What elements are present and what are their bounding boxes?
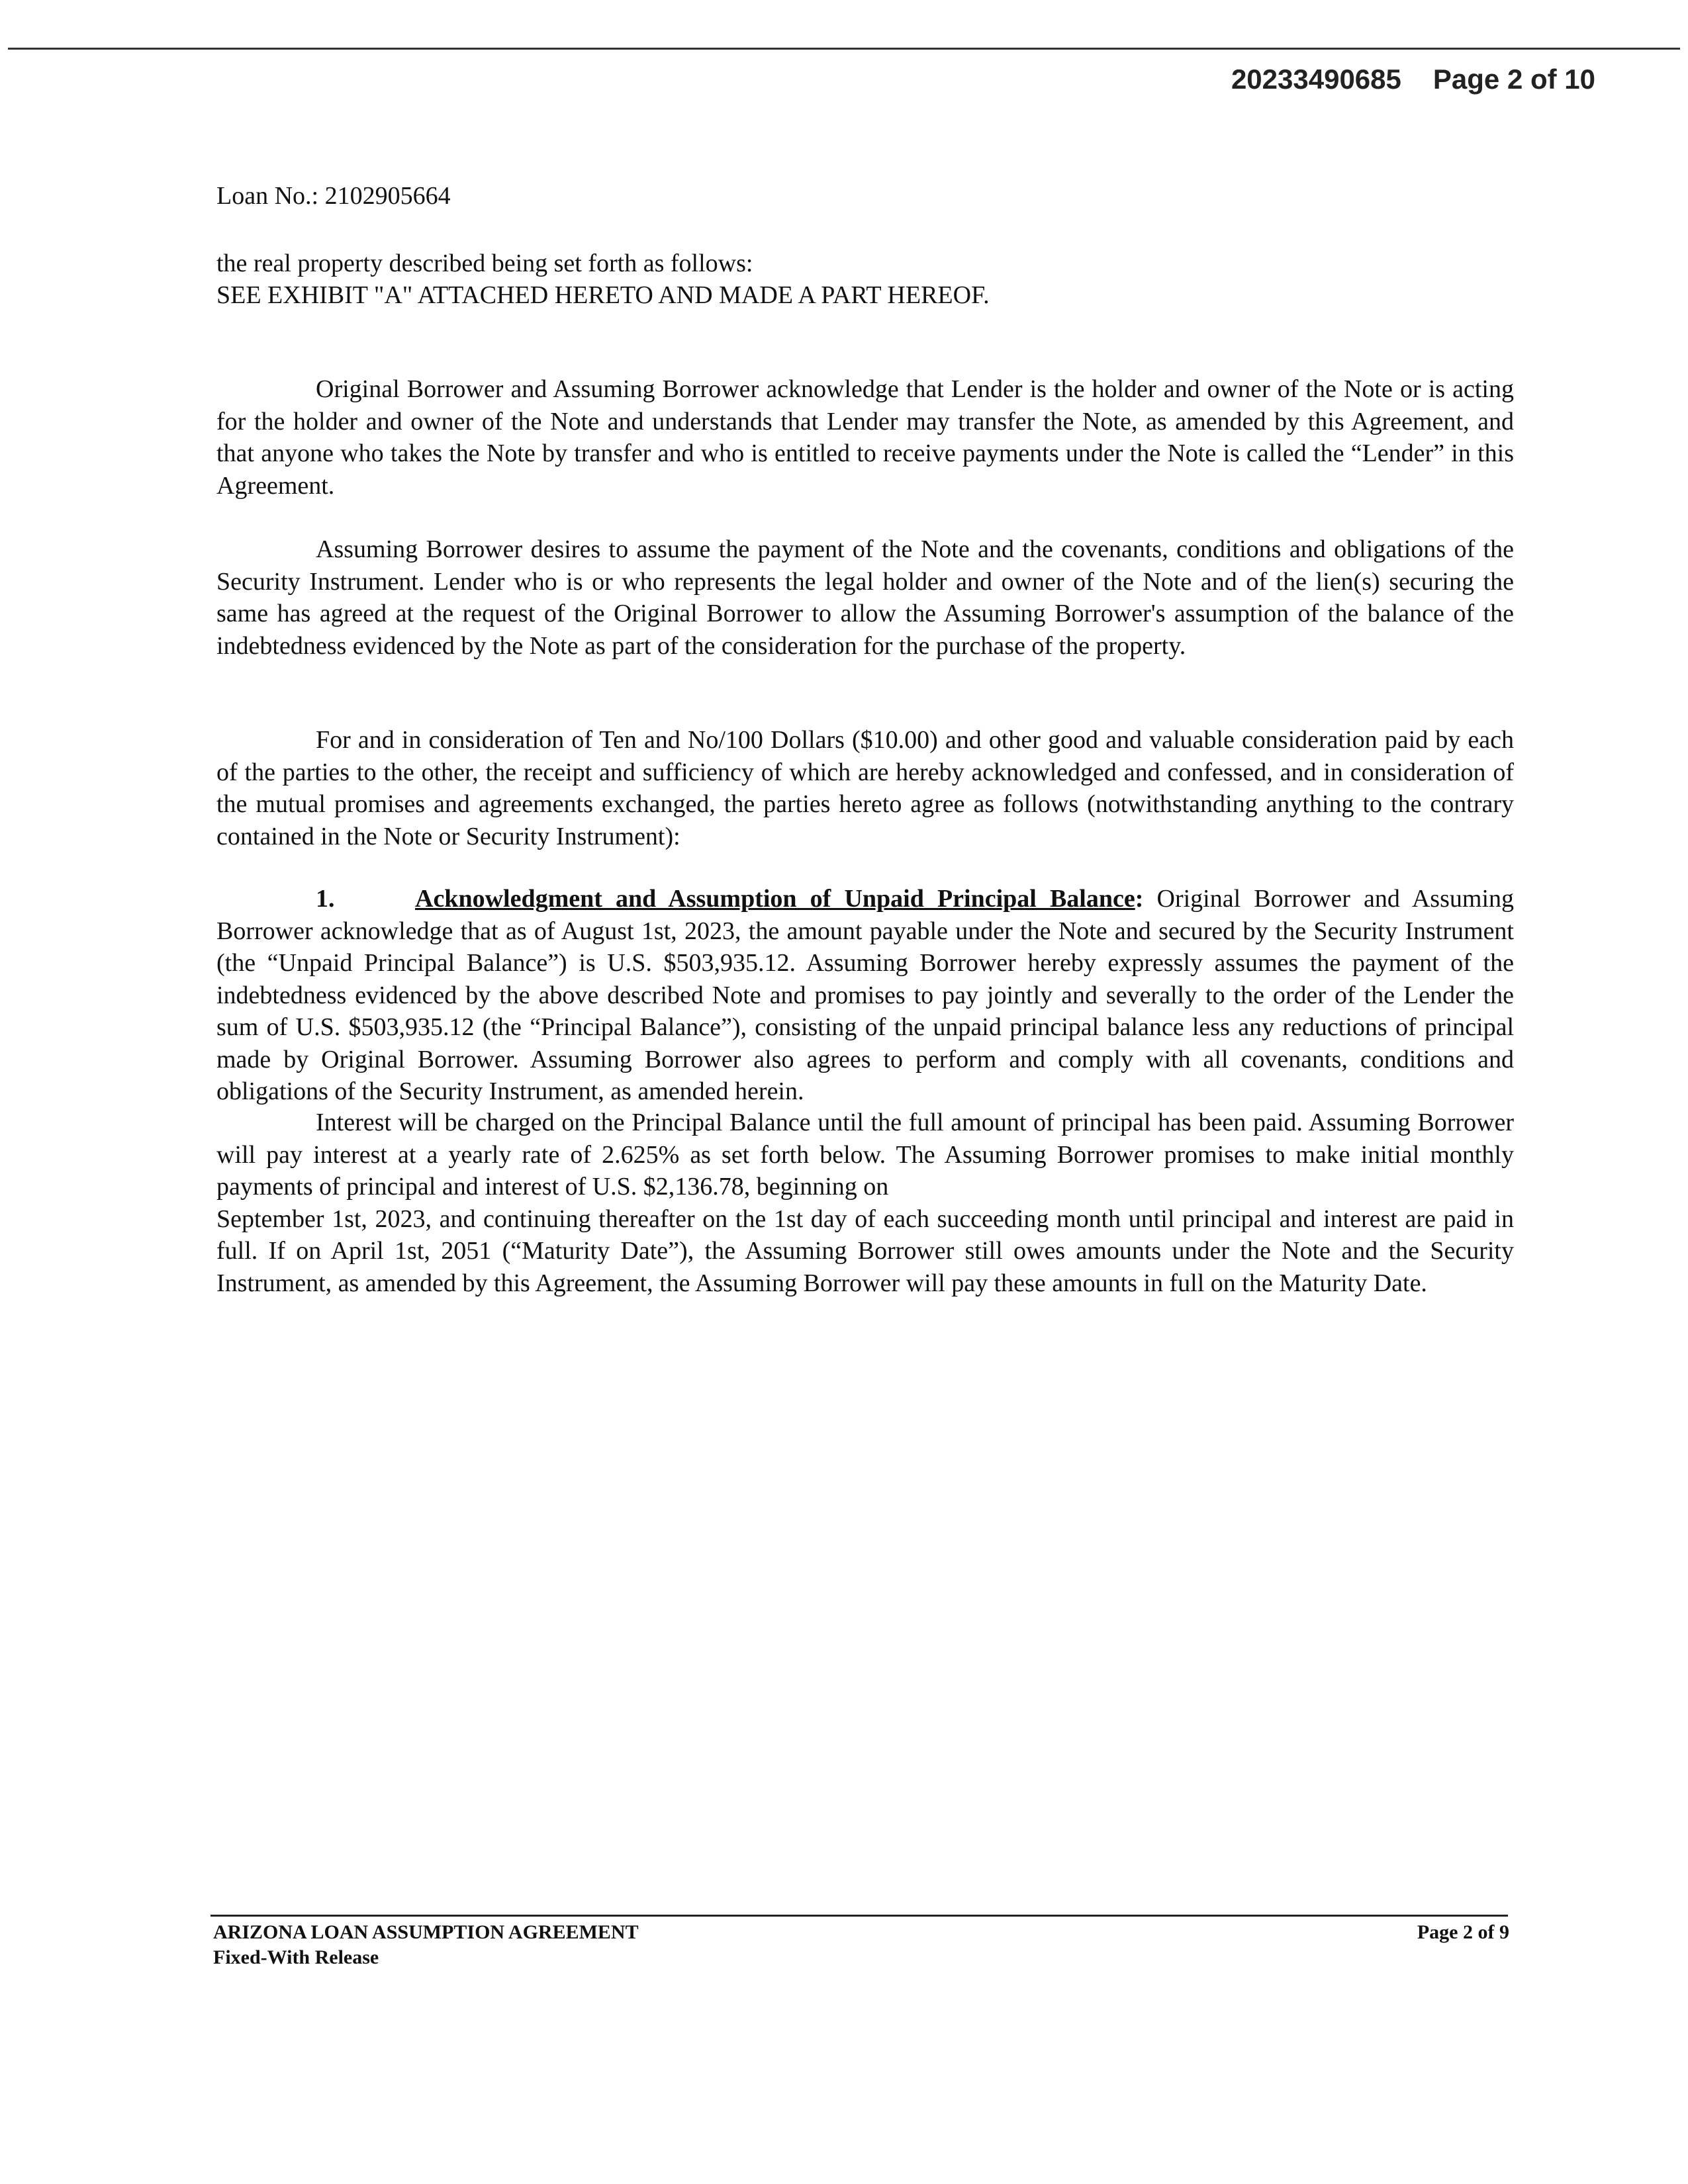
paragraph-lender-acknowledgment: Original Borrower and Assuming Borrower acknowledge that Lender is the holder and owner of the Note or is acting for the holder and owner of the Note and understands that Lender may transfer the Note, as amended by this Agreement, and that anyone who takes the Note by transfer and who is entitled to receive payments under the Note is called the “Lender” in this Agreement. bbox=[216, 375, 1514, 500]
property-line: the real property described being set forth as follows: bbox=[216, 250, 753, 277]
header-page-label: Page 2 of 10 bbox=[1432, 64, 1595, 95]
footer-subtitle: Fixed-With Release bbox=[213, 1946, 379, 1968]
section-title-colon: : bbox=[1135, 885, 1144, 913]
interest-terms-second: September 1st, 2023, and continuing thereafter on the 1st day of each succeeding month until principal and interest are paid in full. If on April 1st, 2051 (“Maturity Date”), the Assuming Borrower still owes amounts under the Note and the Security Instrument, as amended by this Agreement, the Assuming Borrower will pay these amounts in full on the Maturity Date. bbox=[216, 1205, 1514, 1297]
section-1 bbox=[216, 883, 1514, 1108]
loan-number: Loan No.: 2102905664 bbox=[216, 182, 451, 210]
document-number: 20233490685 bbox=[1231, 64, 1401, 95]
interest-terms-first: Interest will be charged on the Principal Balance until the full amount of principal has been paid. Assuming Borrower will pay interest at a yearly rate of 2.625% as set forth below. The Assuming Borrower promises to make initial monthly payments of principal and interest of U.S. $2,136.78, beginning on bbox=[216, 1109, 1514, 1201]
footer-title: ARIZONA LOAN ASSUMPTION AGREEMENT bbox=[213, 1921, 639, 1943]
recording-header bbox=[1231, 64, 1595, 95]
paragraph-assumption-desire: Assuming Borrower desires to assume the payment of the Note and the covenants, conditions and obligations of the Security Instrument. Lender who is or who represents the legal holder and owner of the Note and of the lien(s) securing the same has agreed at the request of the Original Borrower to allow the Assuming Borrower's assumption of the balance of the indebtedness evidenced by the Note as part of the consideration for the purchase of the property. bbox=[216, 535, 1514, 660]
footer-page-number: Page 2 of 9 bbox=[1417, 1921, 1509, 1943]
property-description bbox=[216, 248, 990, 311]
interest-terms bbox=[216, 1107, 1514, 1299]
section-title: Acknowledgment and Assumption of Unpaid Principal Balance bbox=[415, 885, 1135, 913]
paragraph-consideration: For and in consideration of Ten and No/100 Dollars ($10.00) and other good and valuable consideration paid by each of the parties to the other, the receipt and sufficiency of which are hereby acknowledged and confessed, and in consideration of the mutual promises and agreements exchanged, the parties hereto agree as follows (notwithstanding anything to the contrary contained in the Note or Security Instrument): bbox=[216, 726, 1514, 850]
section-body: Original Borrower and Assuming Borrower acknowledge that as of August 1st, 2023, the amount payable under the Note and secured by the Security Instrument (the “Unpaid Principal Balance”) is U.S. $503,935.12. Assuming Borrower hereby expressly assumes the payment of the indebtedness evidenced by the above described Note and promises to pay jointly and severally to the order of the Lender the sum of U.S. $503,935.12 (the “Principal Balance”), consisting of the unpaid principal balance less any reductions of principal made by Original Borrower. Assuming Borrower also agrees to perform and comply with all covenants, conditions and obligations of the Security Instrument, as amended herein. bbox=[216, 885, 1514, 1105]
top-rule bbox=[8, 48, 1680, 50]
exhibit-reference: SEE EXHIBIT "A" ATTACHED HERETO AND MADE A PART HEREOF. bbox=[216, 281, 990, 309]
footer-rule bbox=[211, 1915, 1508, 1917]
section-number: 1. bbox=[316, 885, 335, 913]
